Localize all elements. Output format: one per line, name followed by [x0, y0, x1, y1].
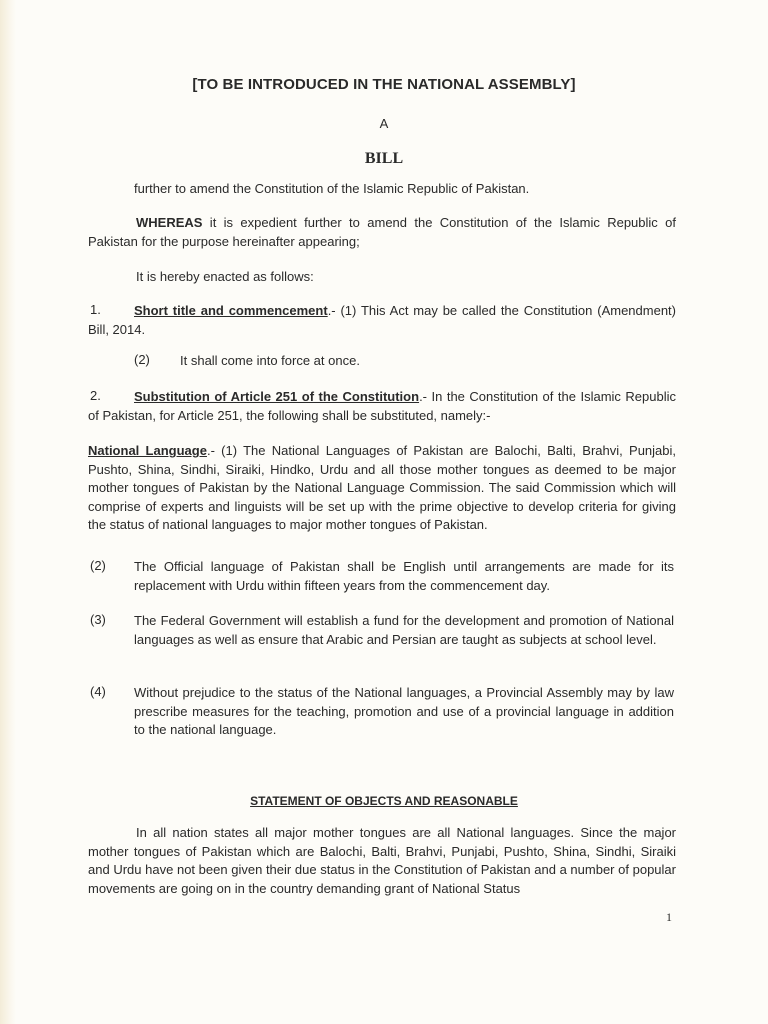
intro-heading: [TO BE INTRODUCED IN THE NATIONAL ASSEMBLY]: [192, 76, 576, 93]
whereas-text: it is expedient further to amend the Constitution of the Islamic Republic of Pakistan for the purpose hereinafter appearing;: [88, 215, 676, 249]
section-2-text: .- In the Constitution of the Islamic Republic of Pakistan, for Article 251, the following shall be substituted, namely:-: [88, 389, 677, 423]
clause-2-text: The Official language of Pakistan shall be English until arrangements are made for its replacement with Urdu within fifteen years from the commencement day.: [134, 559, 674, 593]
statement-text: In all nation states all major mother tongues are all National languages. Since the major mother tongues of Pakistan which are Balochi, Balti, Brahvi, Punjabi, Pushto, Shina, Sindhi, Siraiki and Urdu have not been given their due status in the Constitution of Pakistan and a number of popular movements are going on in the country demanding grant of National Status: [88, 825, 676, 896]
section-2-paragraph: [88, 388, 676, 425]
article-251-clause-1: [88, 442, 676, 535]
clause-1-text: .- (1) The National Languages of Pakistan are Balochi, Balti, Brahvi, Punjabi, Pushto, Shina, Sindhi, Siraiki, Hindko, Urdu and all those mother tongues as deemed to be major mother tongues of Pakistan by the National Language Commission. The said Commission which will comprise of experts and linguists will be set up with the prime objective to develop criteria for giving the status of national languages to major mother tongues of Pakistan.: [88, 443, 676, 532]
whereas-paragraph: [88, 214, 676, 251]
section-1-text: .- (1) This Act may be called the Constitution (Amendment) Bill, 2014.: [88, 303, 676, 337]
clause-4-text: Without prejudice to the status of the National languages, a Provincial Assembly may by law prescribe measures for the teaching, promotion and use of a provincial language in addition to the national language.: [134, 685, 674, 737]
whereas-label: WHEREAS: [136, 215, 203, 230]
article-a: A: [379, 116, 389, 131]
bill-purpose: further to amend the Constitution of the Islamic Republic of Pakistan.: [134, 181, 530, 196]
clause-3-number: (3): [90, 612, 106, 627]
section-1-heading: Short title and commencement: [134, 303, 328, 318]
statement-heading: STATEMENT OF OBJECTS AND REASONABLE: [250, 794, 518, 808]
clause-2-number: (2): [90, 558, 106, 573]
section-1-sub2-number: (2): [134, 352, 150, 367]
enacted-line: It is hereby enacted as follows:: [136, 269, 314, 284]
section-2-heading: Substitution of Article 251 of the Constitution: [134, 389, 420, 404]
bill-title: BILL: [364, 150, 404, 167]
page-number: 1: [666, 910, 672, 924]
clause-4-number: (4): [90, 684, 106, 699]
national-language-heading: National Language: [88, 443, 207, 458]
section-1-sub2-text: It shall come into force at once.: [180, 353, 360, 368]
clause-3-text: The Federal Government will establish a fund for the development and promotion of National languages as well as ensure that Arabic and Persian are taught as subjects at school level.: [134, 613, 674, 647]
section-1-number: 1.: [90, 302, 101, 317]
section-1-paragraph: [88, 302, 676, 339]
section-2-number: 2.: [90, 388, 101, 403]
